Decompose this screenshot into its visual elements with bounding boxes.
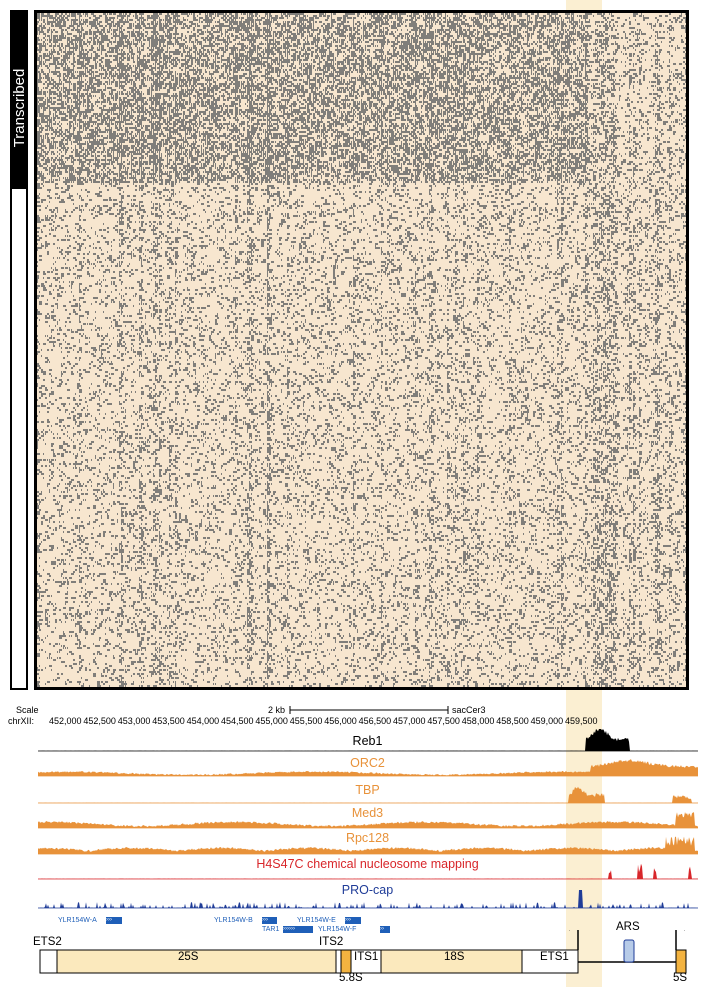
axis-tick-label: 452,500 xyxy=(83,716,116,726)
track-title: Reb1 xyxy=(352,734,383,748)
scale-label: Scale xyxy=(16,705,39,715)
track-title: H4S47C chemical nucleosome mapping xyxy=(256,857,479,871)
axis-tick-label: 458,500 xyxy=(496,716,529,726)
gene-label: YLR154W-B xyxy=(214,917,253,924)
axis-tick-label: 456,000 xyxy=(324,716,357,726)
track-title: Rpc128 xyxy=(345,831,390,845)
5-8s-label: 5.8S xyxy=(339,972,363,984)
ars-label: ARS xyxy=(616,921,640,933)
transcribed-label: Transcribed xyxy=(11,68,28,148)
axis-tick-label: 459,500 xyxy=(565,716,598,726)
gene-model: ›› xyxy=(380,926,390,933)
gene-label: YLR154W-A xyxy=(58,917,97,924)
gene-label: YLR154W-E xyxy=(297,917,336,924)
track-title: TBP xyxy=(355,783,380,797)
gene-model: ››› xyxy=(106,917,122,924)
ets1-label: ETS1 xyxy=(540,951,569,963)
axis-tick-label: 454,000 xyxy=(186,716,220,726)
its2-label: ITS2 xyxy=(319,936,344,948)
gene-model: ››› xyxy=(262,917,277,924)
axis-tick-label: 453,000 xyxy=(117,716,151,726)
axis-tick-label: 457,000 xyxy=(393,716,426,726)
ets2-label: ETS2 xyxy=(33,936,62,948)
transcribed-bar xyxy=(10,10,28,690)
assembly-label: sacCer3 xyxy=(452,705,486,715)
axis-tick-label: 452,000 xyxy=(49,716,82,726)
5s-label: 5S xyxy=(673,972,688,984)
gene-model: ›››››› xyxy=(283,926,313,933)
axis-tick-label: 453,500 xyxy=(152,716,185,726)
chrom-label: chrXII: xyxy=(8,716,35,726)
track-title: ORC2 xyxy=(350,756,385,770)
axis-tick-label: 459,000 xyxy=(530,716,564,726)
axis-tick-label: 457,500 xyxy=(427,716,460,726)
axis-tick-label: 454,500 xyxy=(221,716,254,726)
track-title: PRO-cap xyxy=(341,883,394,897)
18s-label: 18S xyxy=(444,951,465,963)
track-title: Med3 xyxy=(351,806,384,820)
heatmap-canvas xyxy=(37,13,686,687)
signal-tracks xyxy=(0,700,720,910)
axis-tick-label: 456,500 xyxy=(358,716,392,726)
gene-model: ››› xyxy=(345,917,361,924)
gene-label: TAR1 xyxy=(262,926,280,933)
heatmap xyxy=(34,10,689,690)
scale-bar-label: 2 kb xyxy=(268,705,286,715)
its1-label: ITS1 xyxy=(354,951,379,963)
axis-tick-label: 455,000 xyxy=(255,716,288,726)
axis-tick-label: 455,500 xyxy=(289,716,323,726)
25s-label: 25S xyxy=(178,951,199,963)
axis-tick-label: 458,000 xyxy=(461,716,495,726)
gene-label: YLR154W-F xyxy=(318,926,357,933)
